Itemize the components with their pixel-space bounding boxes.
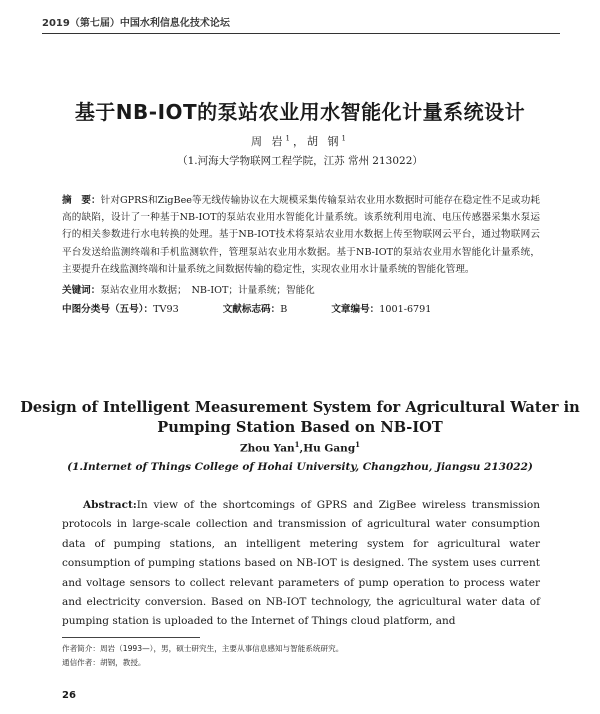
author-name: Zhou Yan [239, 442, 295, 455]
english-abstract [62, 496, 540, 632]
author-superscript: 1 [341, 134, 349, 143]
author-superscript: 1 [294, 440, 300, 449]
keywords-label: 关键词： [62, 285, 101, 297]
author-name: 胡 钢 [307, 135, 342, 148]
running-header: 2019（第七届）中国水利信息化技术论坛 [42, 18, 230, 29]
chinese-keywords [62, 282, 540, 299]
author-superscript: 1 [355, 440, 361, 449]
class-value: TV93 [153, 304, 179, 316]
article-number-value: 1001-6791 [379, 304, 432, 316]
article-number-label: 文章编号： [331, 304, 380, 316]
author-separator: ， [293, 135, 307, 148]
corresponding-author-footnote: 通信作者：胡钢，教授。 [62, 658, 146, 667]
chinese-authors [0, 133, 600, 149]
doc-code-label: 文献标志码： [222, 304, 281, 316]
abstract-text: 针对GPRS和ZigBee等无线传输协议在大规模采集传输泵站农业用水数据时可能存在稳定性不足或功耗高的缺陷，设计了一种基于NB-IOT的泵站农业用水智能化计量系统。该系统利用电流、电压传感器采集水泵运行的相关参数进行水电转换的处理。基于NB-IOT技术将泵站农业用水数据上传至物联网云平台，通过物联网云平台发送给监测终端和手机监测软件，管理泵站农业用水数据。基于NB-IOT的泵站农业用水智能化计量系统，主要提升在线监测终端和计量系统之间数据传输的稳定性，实现农业用水计量系统的智能化管理。 [62, 195, 540, 275]
english-abstract-text: In view of the shortcomings of GPRS and ZigBee wireless transmission protocols in large-scale collection and transmission of agricultural water consumption data of pumping stations, an intelligent metering system for agricultural water consumption of pumping stations based on NB-IOT is designed. The system uses current and voltage sensors to collect relevant parameters of pump operation to process water and electricity conversion. Based on NB-IOT technology, the agricultural water data of pumping station is uploaded to the Internet of Things cloud platform, and [62, 499, 540, 628]
english-title-line: Design of Intelligent Measurement System for Agricultural Water in [20, 399, 580, 416]
page-number: 26 [62, 690, 76, 701]
header-rule [42, 33, 560, 34]
classification-line [62, 301, 540, 318]
english-abstract-label: Abstract: [83, 499, 137, 511]
english-affiliation: (1.Internet of Things College of Hohai University, Changzhou, Jiangsu 213022) [67, 461, 533, 473]
abstract-label: 摘 要： [62, 195, 101, 206]
chinese-abstract [62, 192, 540, 278]
author-superscript: 1 [285, 134, 293, 143]
chinese-abstract-block [62, 192, 540, 318]
chinese-affiliation: （1.河海大学物联网工程学院，江苏 常州 213022） [177, 155, 423, 167]
footnotes [62, 642, 540, 670]
keywords-text: 泵站农业用水数据； NB-IOT；计量系统；智能化 [100, 285, 315, 297]
author-name: 周 岩 [251, 135, 286, 148]
class-label: 中图分类号（五号）： [62, 304, 154, 316]
doc-code-value: B [280, 304, 288, 316]
author-name: Hu Gang [303, 442, 356, 455]
author-separator: , [299, 442, 304, 455]
footnote-rule [62, 637, 200, 638]
author-intro-footnote: 作者简介：周岩（1993—），男，硕士研究生，主要从事信息感知与智能系统研究。 [62, 644, 344, 653]
english-title-line: Pumping Station Based on NB-IOT [157, 419, 443, 436]
english-authors [0, 440, 600, 455]
chinese-title: 基于NB-IOT的泵站农业用水智能化计量系统设计 [74, 100, 526, 124]
english-title [0, 398, 600, 438]
